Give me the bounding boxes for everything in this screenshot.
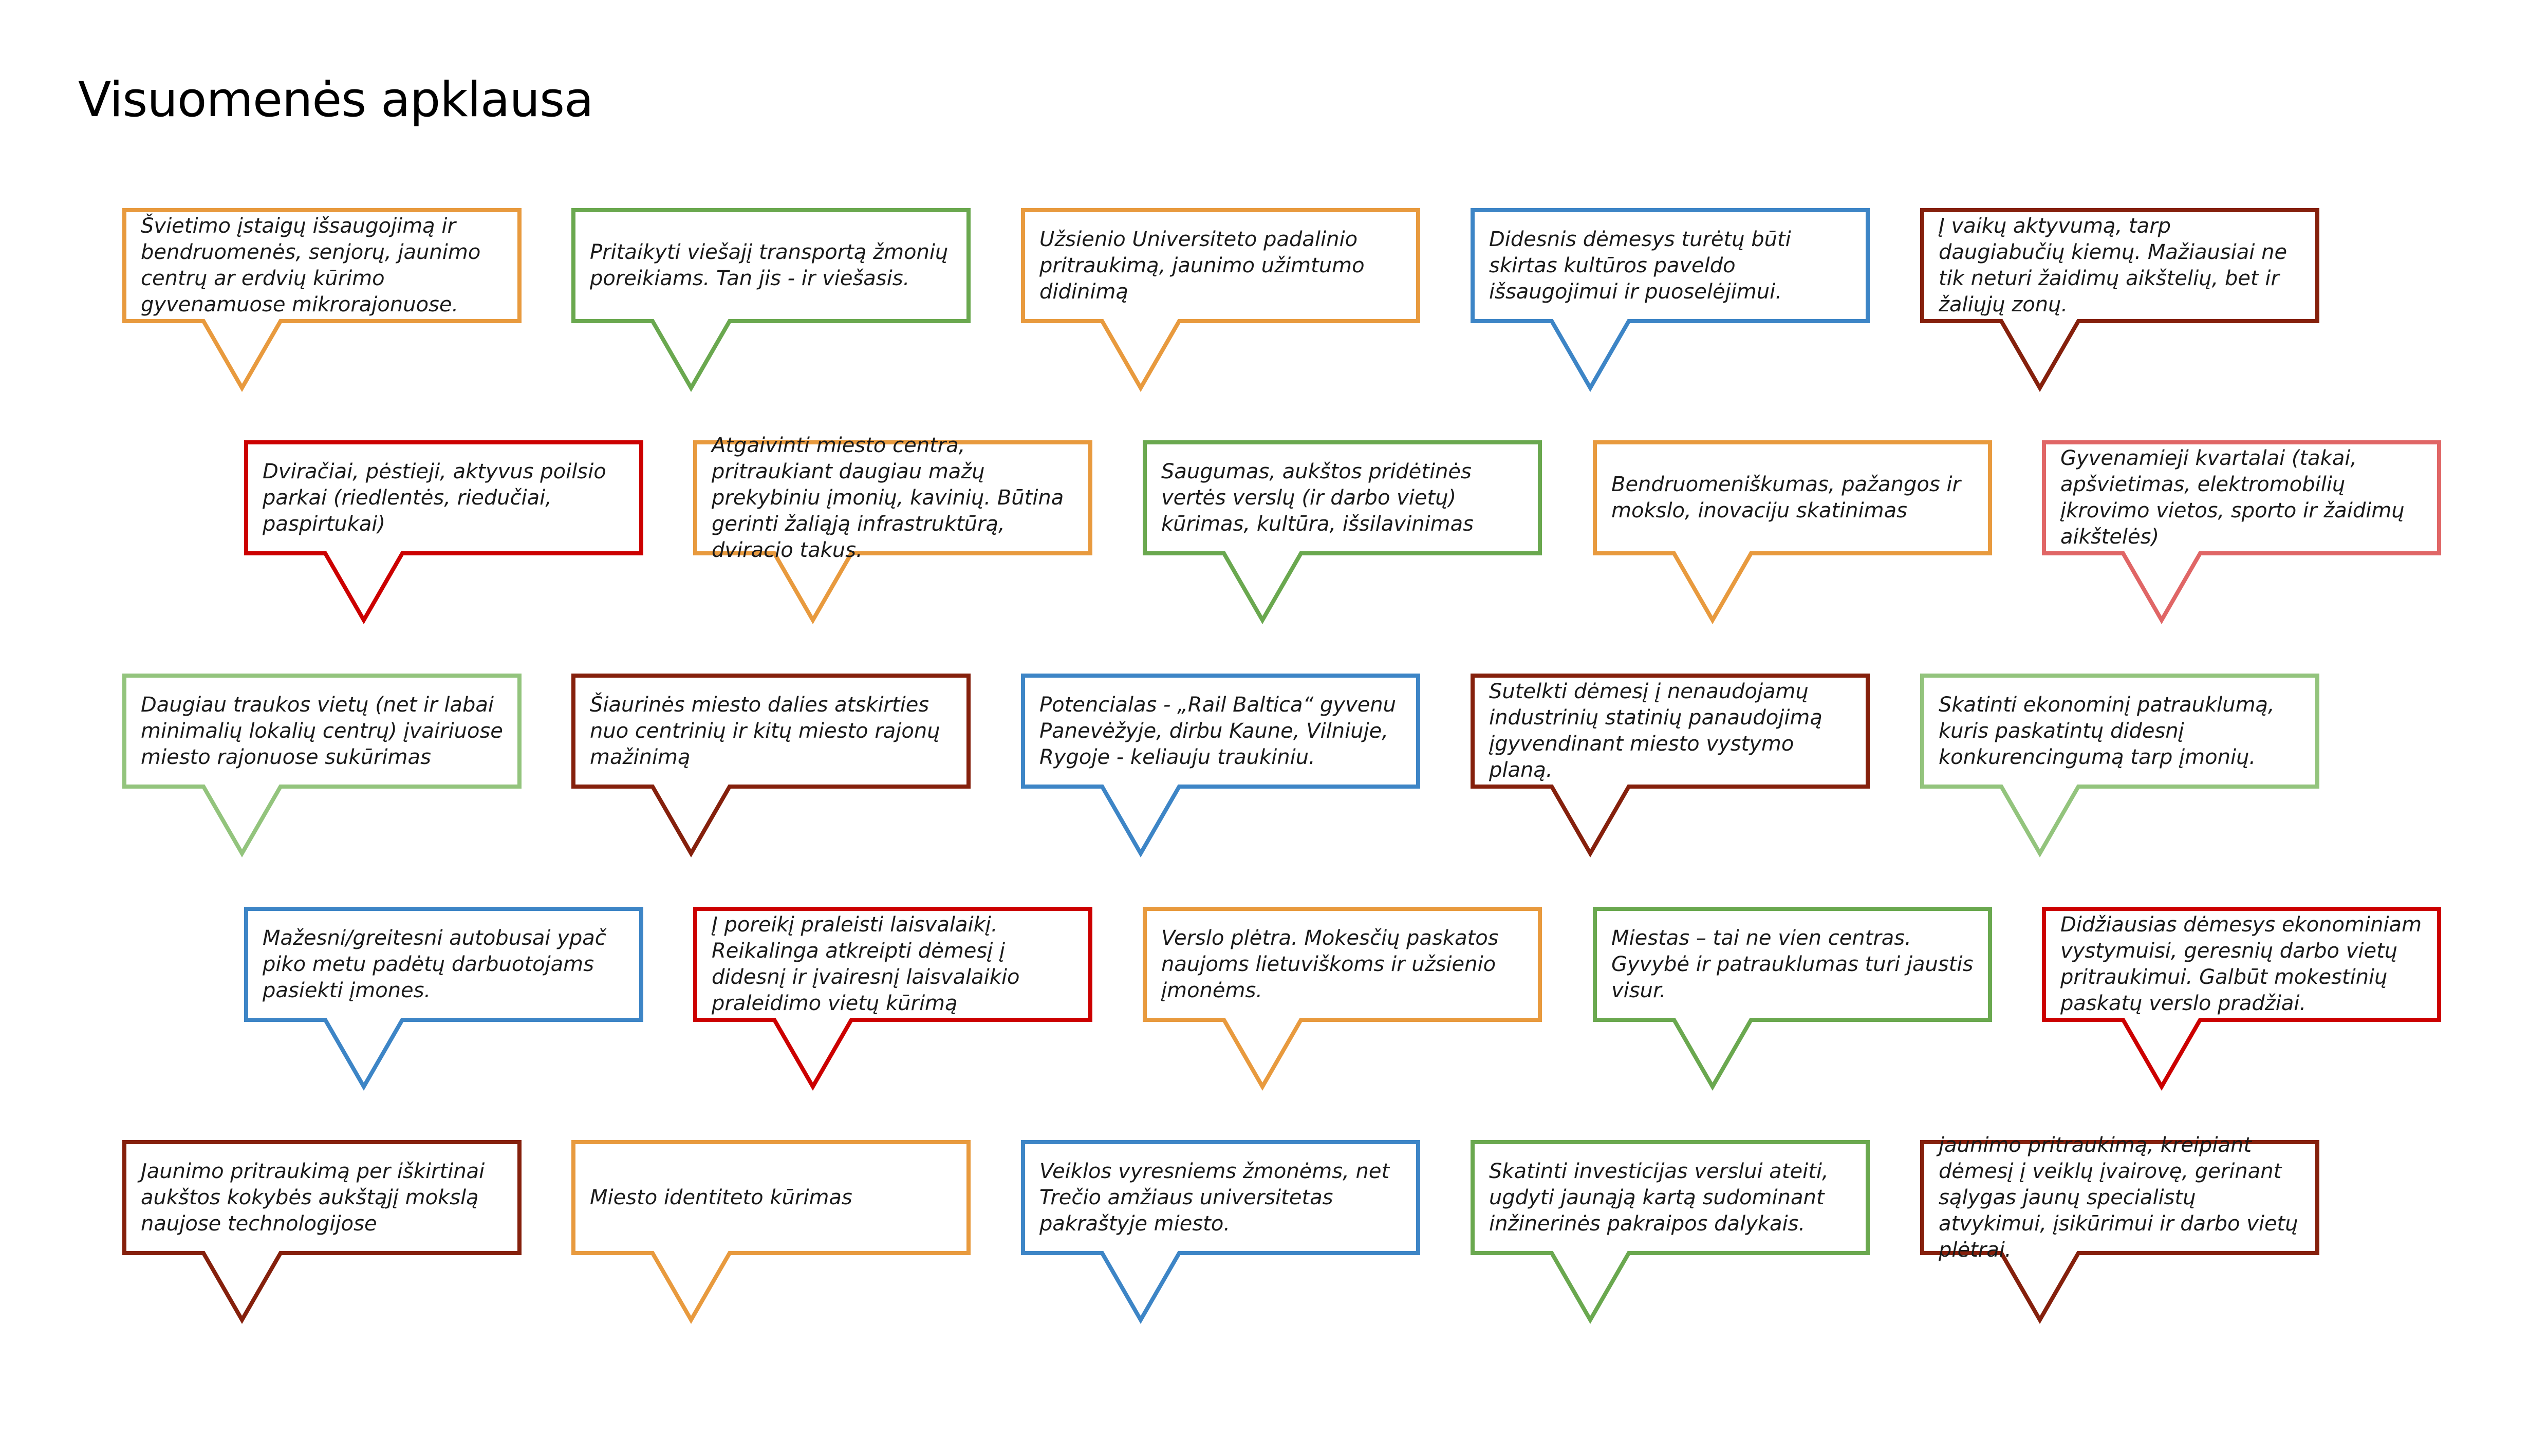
bubble-text: Skatinti ekonominį patrauklumą, kuris paskatintų didesnį konkurencingumą tarp įmonių. [1939,693,2275,769]
speech-bubble [244,907,643,1100]
bubble-text: Sutelkti dėmesį į nenaudojamų industrinių statinių panaudojimą įgyvendinant miesto vystymo planą. [1489,680,1822,782]
bubble-text: Į poreikį praleisti laisvalaikį. Reikalinga atkreipti dėmesį į didesnį ir įvairesnį laisvalaikio praleidimo vietų kūrimą [712,913,1020,1015]
speech-bubble [1920,208,2319,402]
speech-bubble [1021,1140,1420,1334]
speech-bubble [1143,440,1542,634]
speech-bubble [244,440,643,634]
speech-bubble [1471,1140,1870,1334]
speech-bubble [571,674,971,867]
speech-bubble [1920,674,2319,867]
bubble-text: Dviračiai, pėstieji, aktyvus poilsio parkai (riedlentės, riedučiai, paspirtukai) [263,459,606,536]
speech-bubble [1471,208,1870,402]
bubble-text: Saugumas, aukštos pridėtinės vertės verslų (ir darbo vietų) kūrimas, kultūra, išsilavinimas [1161,459,1474,536]
bubble-text: Verslo plėtra. Mokesčių paskatos naujoms lietuviškoms ir užsienio įmonėms. [1161,926,1499,1002]
speech-bubble [1471,674,1870,867]
bubble-text: Miestas – tai ne vien centras. Gyvybė ir patrauklumas turi jaustis visur. [1611,926,1974,1002]
speech-bubble [571,208,971,402]
speech-bubble [122,1140,522,1334]
bubble-text: Miesto identiteto kūrimas [590,1185,852,1209]
bubble-text: Užsienio Universiteto padalinio pritraukimą, jaunimo užimtumo didinimą [1039,227,1365,304]
bubble-text: Didesnis dėmesys turėtų būti skirtas kultūros paveldo išsaugojimui ir puoselėjimui. [1489,227,1791,304]
speech-bubble [1021,674,1420,867]
bubble-text: Didžiausias dėmesys ekonominiam vystymuisi, geresnių darbo vietų pritraukimui. Galbūt mokestinių paskatų verslo pradžiai. [2060,913,2422,1015]
speech-bubble [693,907,1092,1100]
speech-bubble [1920,1133,2319,1334]
speech-bubble [1143,907,1542,1100]
speech-bubble [2042,440,2441,634]
bubble-text: Šiaurinės miesto dalies atskirties nuo centrinių ir kitų miesto rajonų mažinimą [590,693,940,769]
bubble-text: Veiklos vyresniems žmonėms, net Trečio amžiaus universitetas pakraštyje miesto. [1039,1159,1390,1236]
bubble-text: Gyvenamieji kvartalai (takai, apšvietimas, elektromobilių įkrovimo vietos, sporto ir žaidimų aikštelės) [2060,446,2405,549]
bubble-text: Mažesni/greitesni autobusai ypač piko metu padėtų darbuotojams pasiekti įmones. [263,926,606,1002]
bubble-text: jaunimo pritraukimą, kreipiant dėmesį į veiklų įvairovę, gerinant sąlygas jaunų specialistų atvykimui, įsikūrimui ir darbo vietų plėtrai. [1939,1133,2298,1262]
bubble-text: Skatinti investicijas verslui ateiti, ugdyti jaunąją kartą sudominant inžinerinės pakraipos dalykais. [1489,1159,1829,1236]
bubble-text: Jaunimo pritraukimą per iškirtinai aukštos kokybės aukštąjį mokslą naujose technologijose [141,1159,485,1236]
bubble-text: Daugiau traukos vietų (net ir labai minimalių lokalių centrų) įvairiuose miesto rajonuose sukūrimas [141,693,503,769]
bubble-text: Atgaivinti miesto centra, pritraukiant daugiau mažų prekybiniu įmonių, kavinių. Būtina gerinti žaliąją infrastruktūrą, dviracio takus. [712,433,1064,562]
bubble-text: Potencialas - „Rail Baltica“ gyvenu Panevėžyje, dirbu Kaune, Vilniuje, Rygoje - keliauju traukiniu. [1039,693,1397,769]
bubble-text: Į vaikų aktyvumą, tarp daugiabučių kiemų. Mažiausiai ne tik neturi žaidimų aikštelių, bet ir žaliųjų zonų. [1939,214,2287,316]
speech-bubble [122,208,522,402]
bubble-text: Bendruomeniškumas, pažangos ir mokslo, inovaciju skatinimas [1611,473,1961,522]
speech-bubble [1021,208,1420,402]
speech-bubble [571,1140,971,1334]
speech-bubble [693,433,1092,634]
page-title: Visuomenės apklausa [78,72,593,128]
speech-bubble [1593,440,1992,634]
bubble-text: Pritaikyti viešajį transportą žmonių poreikiams. Tan jis - ir viešasis. [590,240,948,290]
speech-bubble [122,674,522,867]
speech-bubble [1593,907,1992,1100]
bubble-text: Švietimo įstaigų išsaugojimą ir bendruomenės, senjorų, jaunimo centrų ar erdvių kūrimo gyvenamuose mikrorajonuose. [141,214,481,316]
speech-bubble [2042,907,2441,1100]
